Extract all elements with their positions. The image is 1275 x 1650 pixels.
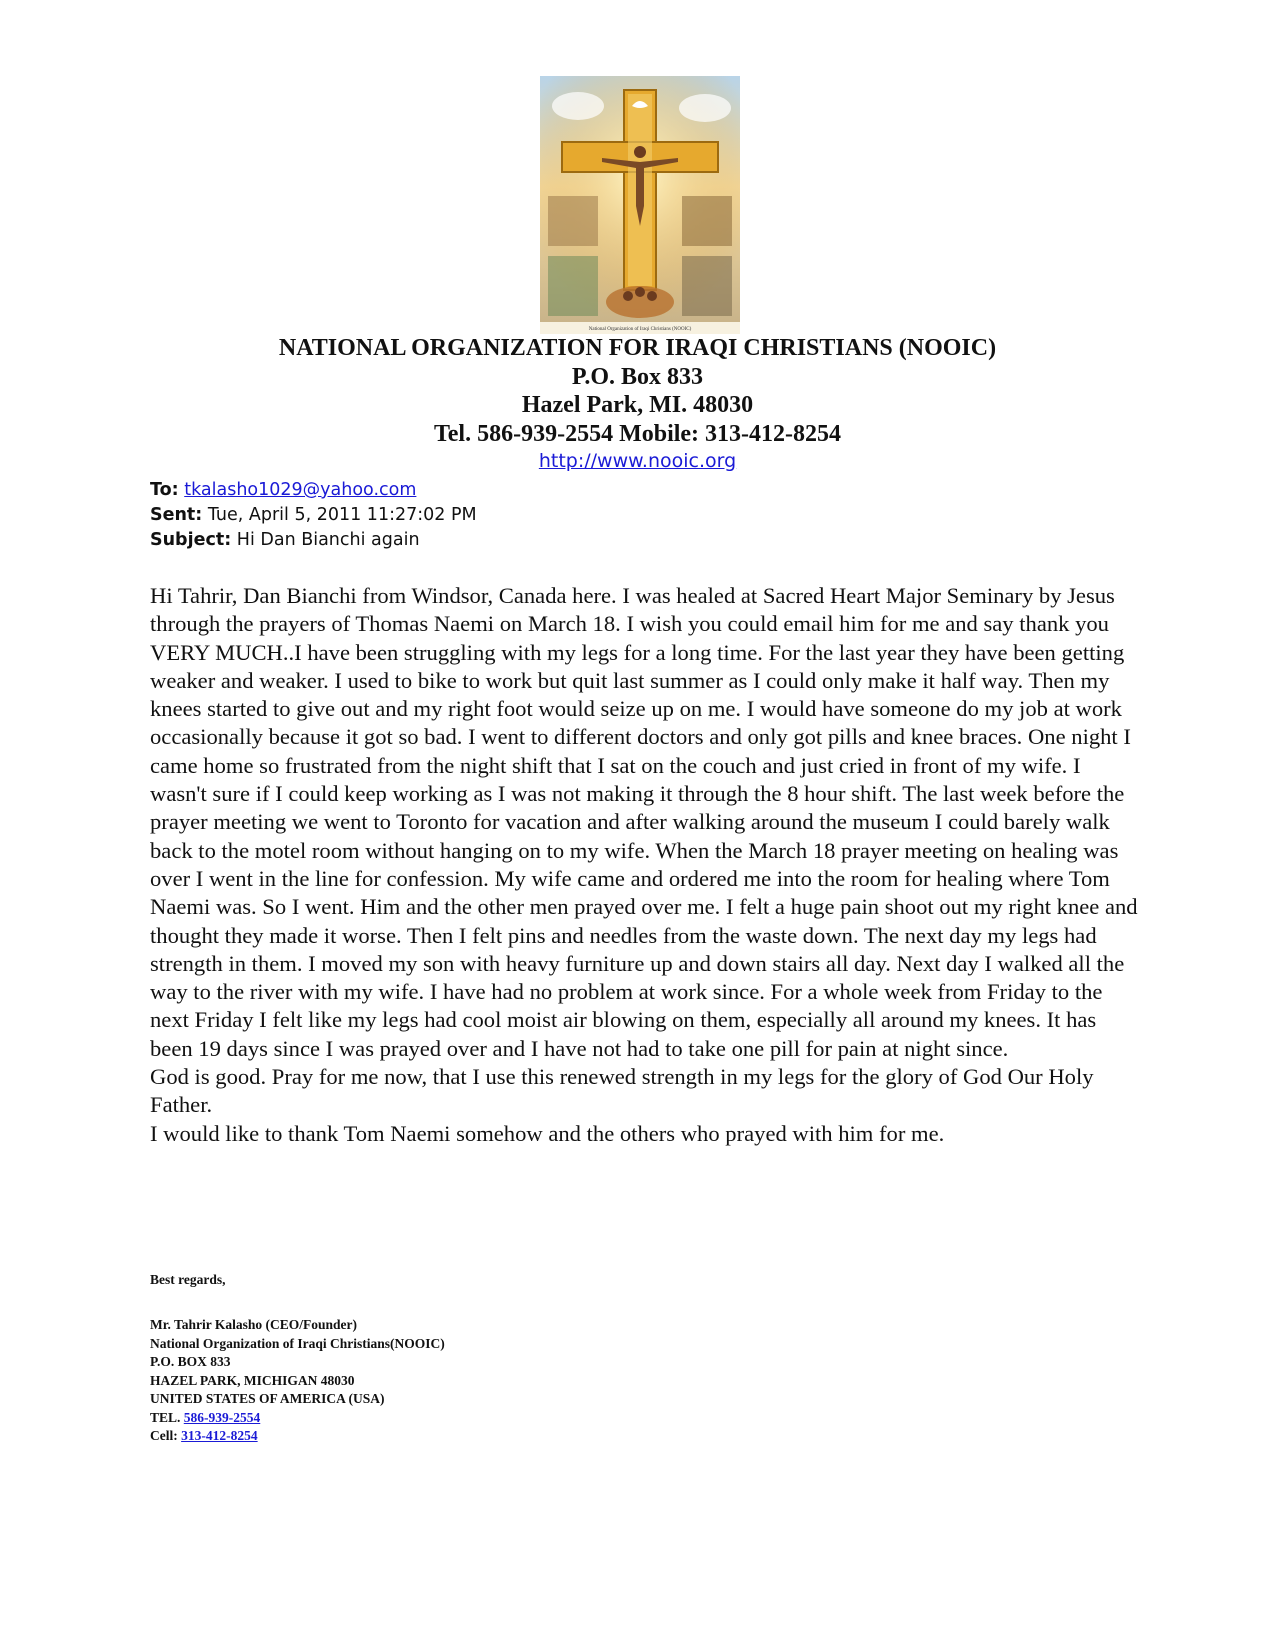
organization-name: NATIONAL ORGANIZATION FOR IRAQI CHRISTIANS (NOOIC) [278, 335, 997, 361]
to-label: To: [150, 480, 179, 500]
signoff: Best regards, [150, 1272, 226, 1287]
letterhead-city: Hazel Park, MI. 48030 [521, 392, 754, 418]
signature-tel-row [150, 1409, 445, 1428]
to-email-link[interactable]: tkalasho1029@yahoo.com [184, 480, 417, 500]
subject-value: Hi Dan Bianchi again [236, 530, 420, 550]
email-sent-row [150, 503, 477, 528]
website-link[interactable]: http://www.nooic.org [538, 450, 737, 472]
body-paragraph: I would like to thank Tom Naemi somehow and the others who prayed with him for me. [150, 1120, 945, 1146]
tel-label: TEL. [150, 1409, 181, 1425]
signature-po-box: P.O. BOX 833 [150, 1354, 231, 1369]
body-paragraph: Hi Tahrir, Dan Bianchi from Windsor, Canada here. I was healed at Sacred Heart Major Seminary by Jesus through the prayers of Thomas Naemi on March 18. I wish you could email him for me and say thank you VERY MUCH..I have been struggling with my legs for a long time. For the last year they have been getting weaker and weaker. I used to bike to work but quit last summer as I could only make it half way. Then my knees started to give out and my right foot would seize up on me. I would have someone do my job at work occasionally because it got so bad. I went to different doctors and only got pills and knee braces. One night I came home so frustrated from the night shift that I sat on the couch and just cried in front of my wife. I wasn't sure if I could keep working as I was not making it through the 8 hour shift. The last week before the prayer meeting we went to Toronto for vacation and after walking around the museum I could barely walk back to the motel room without hanging on to my wife. When the March 18 prayer meeting on healing was over I went in the line for confession. My wife came and ordered me into the room for healing where Tom Naemi was. So I went. Him and the other men prayed over me. I felt a huge pain shoot out my right knee and thought they made it worse. Then I felt pins and needles from the waste down. The next day my legs had strength in them. I moved my son with heavy furniture up and down stairs all day. Next day I walked all the way to the river with my wife. I have had no problem at work since. For a whole week from Friday to the next Friday I felt like my legs had cool moist air blowing on them, especially all around my knees. It has been 19 days since I was prayed over and I have not had to take one pill for pain at night since. [150, 583, 1138, 1061]
signature-country: UNITED STATES OF AMERICA (USA) [150, 1391, 385, 1406]
subject-label: Subject: [150, 530, 232, 550]
letterhead-phones: Tel. 586-939-2554 Mobile: 313-412-8254 [433, 420, 842, 447]
signature-block [150, 1316, 445, 1446]
organization-logo-cross-image [540, 76, 740, 334]
cell-link[interactable]: 313-412-8254 [181, 1428, 258, 1443]
sent-value: Tue, April 5, 2011 11:27:02 PM [207, 505, 477, 525]
cell-label: Cell: [150, 1428, 178, 1443]
email-header [150, 478, 477, 553]
signature-cell-row [150, 1427, 445, 1446]
sent-label: Sent: [150, 505, 203, 525]
letter-body [150, 582, 1140, 1148]
letterhead-po-box: P.O. Box 833 [571, 363, 704, 390]
letterhead [0, 334, 1275, 475]
email-subject-row [150, 528, 477, 553]
signature-org: National Organization of Iraqi Christians(NOOIC) [150, 1335, 445, 1351]
signature-name: Mr. Tahrir Kalasho (CEO/Founder) [150, 1317, 358, 1332]
body-paragraph: God is good. Pray for me now, that I use this renewed strength in my legs for the glory of God Our Holy Father. [150, 1064, 1094, 1118]
tel-link[interactable]: 586-939-2554 [183, 1409, 261, 1425]
cross-illustration [540, 76, 740, 334]
email-to-row [150, 478, 477, 503]
logo-caption: National Organization of Iraqi Christians (NOOIC) [588, 327, 692, 332]
signature-city: HAZEL PARK, MICHIGAN 48030 [150, 1372, 355, 1388]
